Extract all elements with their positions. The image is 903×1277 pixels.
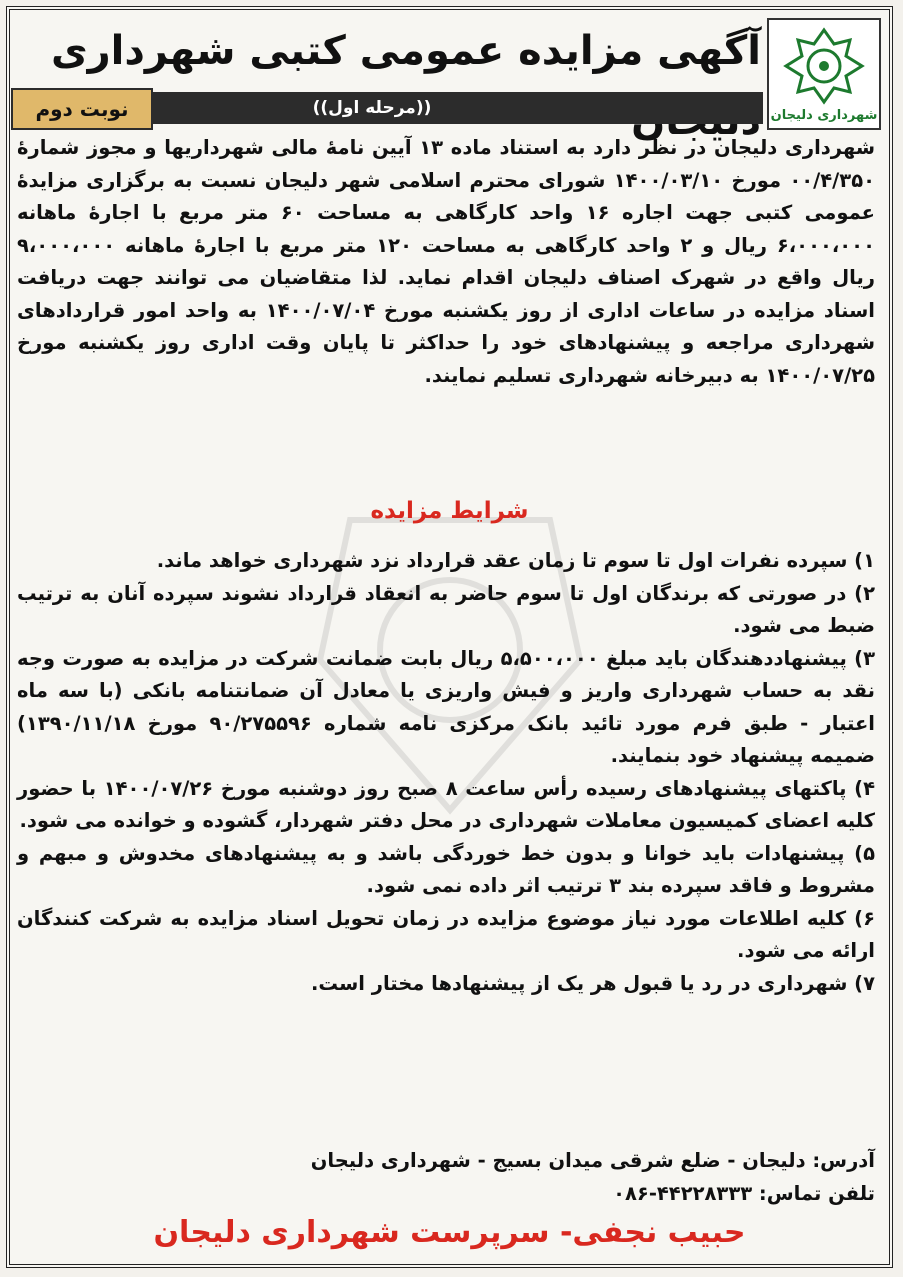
round-badge: نوبت دوم [11,88,153,130]
notice-page [6,6,893,1268]
logo-text: شهرداری دلیجان [770,108,878,123]
condition-item: ۲) در صورتی که برندگان اول تا سوم حاضر به انعقاد قرارداد نشوند سپرده آنان به ترتیب ضبط می شود. [17,581,875,637]
municipality-logo [767,18,881,130]
logo-emblem-icon [782,26,866,106]
subtitle-bar [11,92,763,124]
condition-item: ۶) کلیه اطلاعات مورد نیاز موضوع مزایده در زمان تحویل اسناد مزایده به شرکت کنندگان ارائه می شود. [17,906,875,962]
contact-block [17,1145,875,1210]
conditions-list [17,545,875,1000]
condition-item: ۷) شهرداری در رد یا قبول هر یک از پیشنهادها مختار است. [311,971,875,995]
phone-line: تلفن تماس: ۴۴۲۲۸۳۳۳-۰۸۶ [613,1181,875,1205]
stage-label: ((مرحله اول)) [312,98,432,118]
address-line: آدرس: دلیجان - ضلع شرقی میدان بسیج - شهرداری دلیجان [310,1149,875,1172]
condition-item: ۵) پیشنهادات باید خوانا و بدون خط خوردگی باشد و به پیشنهادهای مخدوش و مبهم و مشروط و فاقد سپرده بند ۳ ترتیب اثر داده نمی شود. [17,841,875,897]
condition-item: ۳) پیشنهاددهندگان باید مبلغ ۵،۵۰۰،۰۰۰ ریال بابت ضمانت شرکت در مزایده به صورت وجه نقد به حساب شهرداری واریز و فیش واریزی یا معادل آن ضمانتنامه بانکی (با سه ماه اعتبار - طبق فرم مورد تائید بانک مرکزی نامه شماره ۹۰/۲۷۵۵۹۶ مورخ ۱۳۹۰/۱۱/۱۸) ضمیمه پیشنهاد خود بنمایند. [17,646,875,767]
condition-item: ۱) سپرده نفرات اول تا سوم تا زمان عقد قرارداد نزد شهرداری خواهد ماند. [156,549,875,572]
conditions-heading: شرایط مزایده [370,498,529,524]
condition-item: ۴) پاکتهای پیشنهادهای رسیده رأس ساعت ۸ صبح روز دوشنبه مورخ ۱۴۰۰/۰۷/۲۶ با حضور کلیه اعضای کمیسیون معاملات شهرداری در محل دفتر شهردار، گشوده و خوانده می شود. [17,776,875,832]
page-title: آگهی مزایده عمومی کتبی شهرداری [50,28,761,74]
signature-line: حبیب نجفی- سرپرست شهرداری دلیجان [153,1215,746,1250]
intro-paragraph: شهرداری دلیجان در نظر دارد به استناد ماده ۱۳ آیین نامهٔ مالی شهرداریها و مجوز شمارهٔ ۰۰/۴/۳۵۰ مورخ ۱۴۰۰/۰۳/۱۰ شورای محترم اسلامی شهر دلیجان نسبت به برگزاری مزایدهٔ عمومی کتبی جهت اجاره ۱۶ واحد کارگاهی به مساحت ۶۰ متر مربع با اجارهٔ ماهانه ۶،۰۰۰،۰۰۰ ریال و ۲ واحد کارگاهی به مساحت ۱۲۰ متر مربع با اجارهٔ ماهانه ۹،۰۰۰،۰۰۰ ریال واقع در شهرک اصناف دلیجان اقدام نماید. لذا متقاضیان می توانند جهت دریافت اسناد مزایده در ساعات اداری از روز یکشنبه مورخ ۱۴۰۰/۰۷/۰۴ به واحد امور قراردادهای شهرداری مراجعه و پیشنهادهای خود را حداکثر تا پایان وقت اداری روز یکشنبه مورخ ۱۴۰۰/۰۷/۲۵ به دبیرخانه شهرداری تسلیم نمایند. [17,136,876,387]
